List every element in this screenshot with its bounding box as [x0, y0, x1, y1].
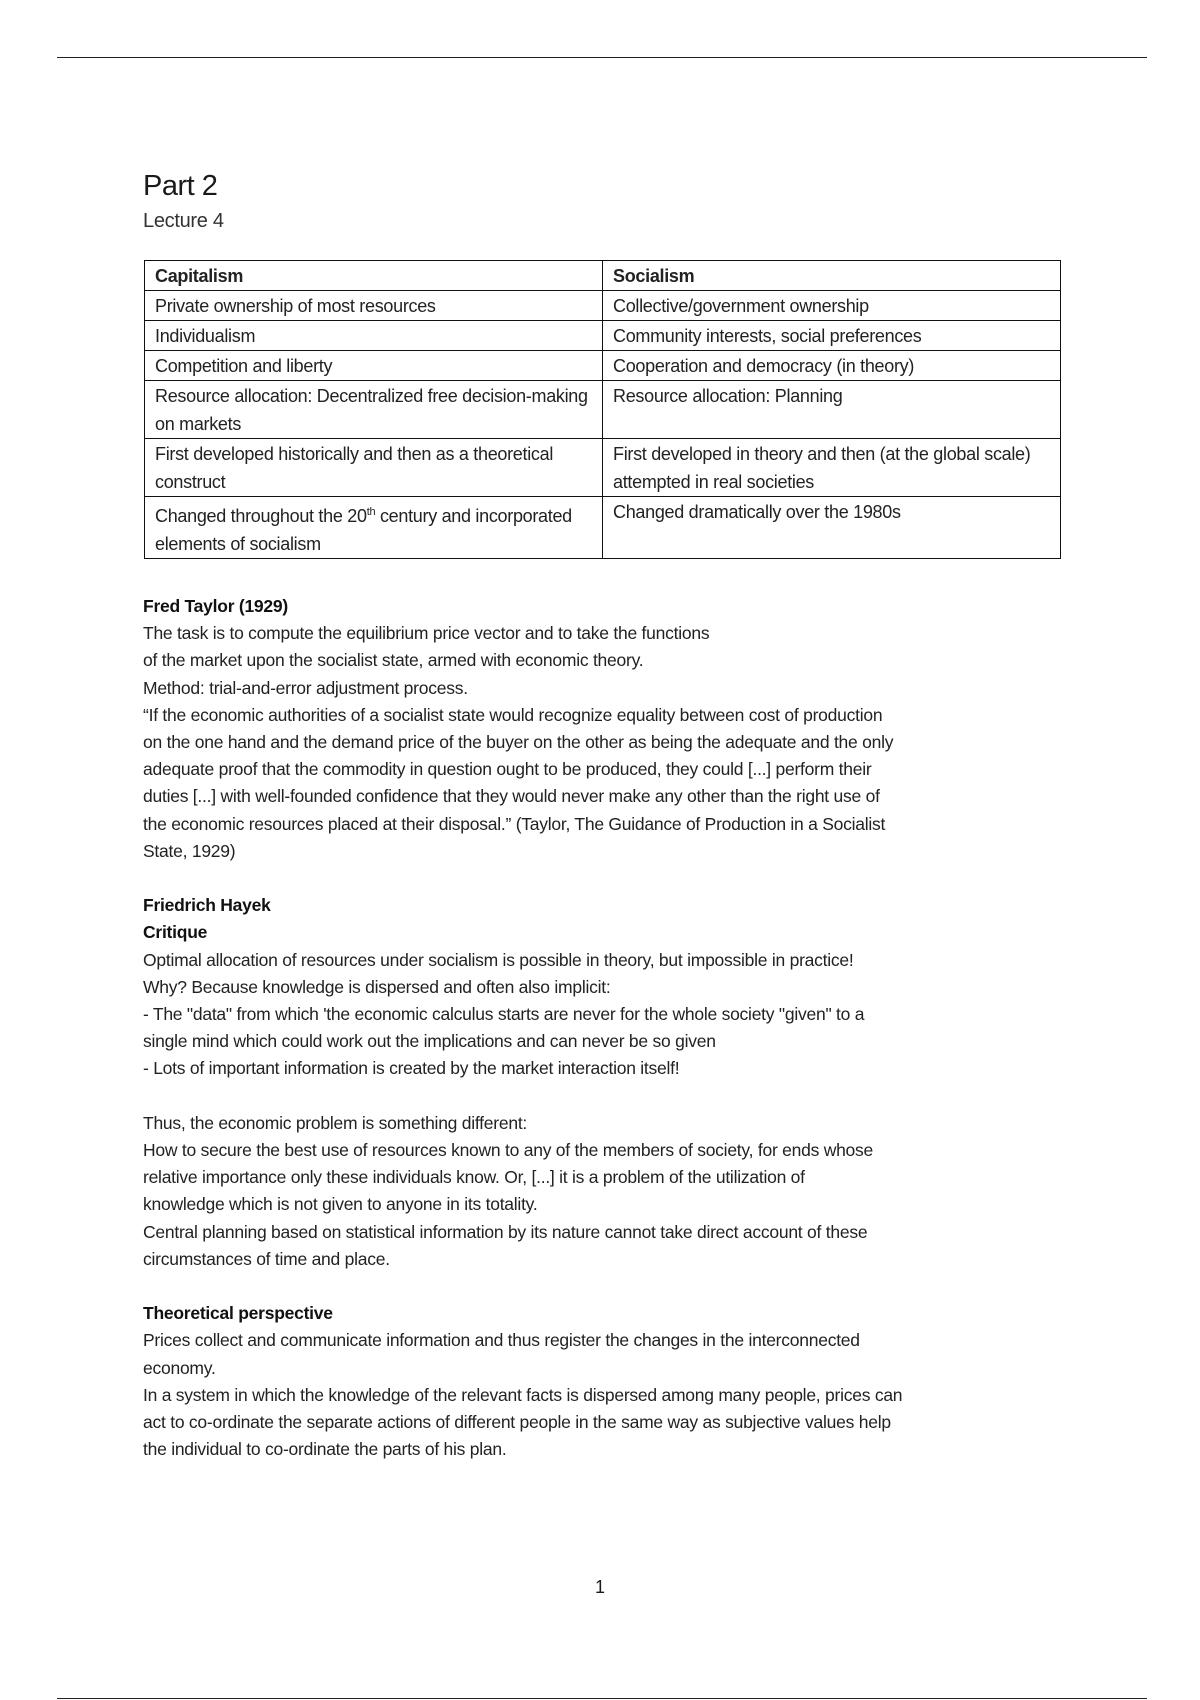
table-cell: First developed in theory and then (at the global scale) attempted in real societies: [603, 439, 1061, 497]
table-cell: Cooperation and democracy (in theory): [603, 351, 1061, 381]
section-heading-theory: Theoretical perspective: [143, 1303, 333, 1324]
table-cell: First developed historically and then as a theoretical construct: [145, 439, 603, 497]
hayek-paragraph-2: [143, 1110, 1103, 1273]
table-cell: Changed dramatically over the 1980s: [603, 497, 1061, 559]
footer-rule: [57, 1698, 1147, 1699]
hayek-paragraph: [143, 947, 1103, 1083]
section-heading-hayek: Friedrich Hayek: [143, 895, 271, 916]
table-row: [145, 321, 1061, 351]
table-row: [145, 351, 1061, 381]
text-line: Central planning based on statistical information by its nature cannot take direct account of these: [143, 1221, 868, 1242]
body-content: [143, 593, 1103, 1463]
text-line: The task is to compute the equilibrium price vector and to take the functions: [143, 623, 710, 644]
section-heading-taylor: Fred Taylor (1929): [143, 596, 288, 616]
text-line: on the one hand and the demand price of the buyer on the other as being the adequate and the only: [143, 732, 894, 753]
table-row: [145, 497, 1061, 559]
text-line: State, 1929): [143, 840, 236, 861]
taylor-paragraph: [143, 620, 1103, 865]
cell-text: Changed throughout the 20: [155, 506, 367, 526]
text-line: relative importance only these individuals know. Or, [...] it is a problem of the utilization of: [143, 1167, 805, 1188]
text-line: Prices collect and communicate information and thus register the changes in the interconnected: [143, 1330, 860, 1351]
table-row: [145, 381, 1061, 439]
text-line: circumstances of time and place.: [143, 1248, 390, 1269]
text-line: single mind which could work out the implications and can never be so given: [143, 1031, 716, 1052]
page-title: Part 2: [143, 170, 218, 202]
text-line: “If the economic authorities of a socialist state would recognize equality between cost of production: [143, 704, 883, 725]
table-cell: Community interests, social preferences: [603, 321, 1061, 351]
text-line: Optimal allocation of resources under socialism is possible in theory, but impossible in practice!: [143, 949, 854, 970]
table-header-cell: Capitalism: [145, 261, 603, 291]
cell-text: century and incorporated elements of socialism: [155, 506, 572, 554]
theory-paragraph: [143, 1327, 1103, 1463]
table-cell: Resource allocation: Planning: [603, 381, 1061, 439]
text-line: the individual to co-ordinate the parts of his plan.: [143, 1439, 507, 1460]
table-header-row: [145, 261, 1061, 291]
table-cell: Private ownership of most resources: [145, 291, 603, 321]
header-rule: [57, 57, 1147, 58]
text-line: How to secure the best use of resources known to any of the members of society, for ends whose: [143, 1140, 874, 1161]
subheading-critique: Critique: [143, 922, 208, 943]
text-line: duties [...] with well-founded confidence that they would never make any other than the right use of: [143, 786, 880, 807]
table-cell: [145, 497, 603, 559]
table-cell: Individualism: [145, 321, 603, 351]
text-line: - Lots of important information is created by the market interaction itself!: [143, 1058, 680, 1079]
text-line: Thus, the economic problem is something different:: [143, 1112, 528, 1133]
text-line: economy.: [143, 1357, 216, 1378]
table-cell: Resource allocation: Decentralized free decision-making on markets: [145, 381, 603, 439]
table-row: [145, 291, 1061, 321]
text-line: knowledge which is not given to anyone in its totality.: [143, 1194, 538, 1215]
text-line: Method: trial-and-error adjustment process.: [143, 677, 468, 698]
text-line: In a system in which the knowledge of the relevant facts is dispersed among many people, prices can: [143, 1384, 903, 1405]
text-line: act to co-ordinate the separate actions of different people in the same way as subjective values help: [143, 1412, 891, 1433]
comparison-table: [144, 260, 1061, 559]
text-line: - The "data" from which 'the economic calculus starts are never for the whole society "given" to a: [143, 1004, 865, 1025]
text-line: of the market upon the socialist state, armed with economic theory.: [143, 650, 644, 671]
table-header-cell: Socialism: [603, 261, 1061, 291]
page-subtitle: Lecture 4: [143, 210, 224, 232]
table-cell: Collective/government ownership: [603, 291, 1061, 321]
table-cell: Competition and liberty: [145, 351, 603, 381]
text-line: the economic resources placed at their disposal.” (Taylor, The Guidance of Production in a Socialist: [143, 813, 886, 834]
page-number: 1: [594, 1577, 605, 1597]
text-line: adequate proof that the commodity in question ought to be produced, they could [...] perform their: [143, 759, 872, 780]
superscript: th: [366, 506, 376, 518]
table-row: [145, 439, 1061, 497]
text-line: Why? Because knowledge is dispersed and often also implicit:: [143, 976, 611, 997]
